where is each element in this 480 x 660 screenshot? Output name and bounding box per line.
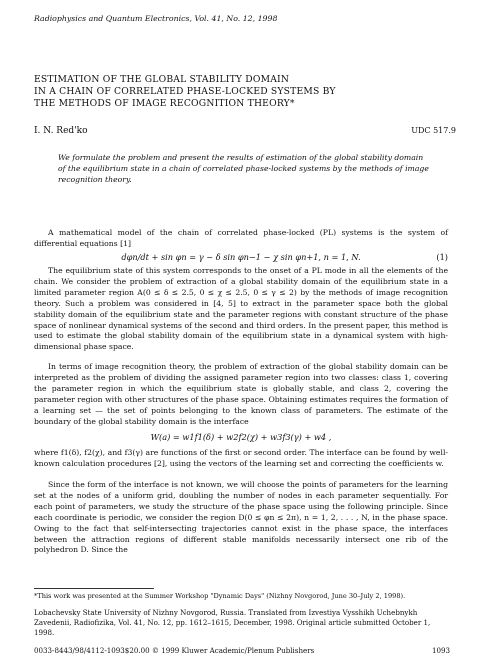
footnote-rule xyxy=(34,588,154,589)
title-line-2: IN A CHAIN OF CORRELATED PHASE-LOCKED SYSTEMS BY xyxy=(34,86,336,97)
page-number: 1093 xyxy=(431,646,450,655)
paragraph-1: A mathematical model of the chain of correlated phase-locked (PL) systems is the system of differential equations [1] xyxy=(34,228,448,248)
copyright-line: 0033-8443/98/4112-1093$20.00 © 1999 Kluwer Academic/Plenum Publishers xyxy=(34,646,315,655)
paragraph-3: In terms of image recognition theory, the problem of extraction of the global stability domain can be interpreted as the problem of dividing the assigned parameter region into two classes: class 1, covering the parameter region in which the equilibrium state is globally stable, and class 2, covering the parameter region with other structures of the phase space. Obtaining estimates requires the formation of a learning set — the set of points belonging to the known class of parameters. The estimate of the boundary of the global stability domain is the interface xyxy=(34,362,448,426)
paragraph-4: where f1(δ), f2(χ), and f3(γ) are functions of the first or second order. The interface can be found by well-known calculation procedures [2], using the vectors of the learning set and correcting the coefficients w. xyxy=(34,448,448,468)
udc-code: UDC 517.9 xyxy=(411,126,456,135)
paragraph-5: Since the form of the interface is not known, we will choose the points of parameters for the learning set at the nodes of a uniform grid, doubling the number of nodes in each parameter sequentially. For each point of parameters, we study the structure of the phase space using the following principle. Since each coordinate is periodic, we consider the region D(0 ≤ φn ≤ 2π), n = 1, 2, . . . , N, in the phase space. Owing to the fact that self-intersecting trajectories cannot exist in the phase space, the interfaces between the attraction regions of different stable manifolds necessarily intersect one rib of the polyhedron D. Since the xyxy=(34,480,448,555)
article-title xyxy=(34,74,434,110)
paragraph-2: The equilibrium state of this system corresponds to the onset of a PL mode in all the elements of the chain. We consider the problem of extraction of a global stability domain of the equilibrium state in a limited parameter region A(0 ≤ δ ≤ 2.5, 0 ≤ χ ≤ 2.5, 0 ≤ γ ≤ 2) by the methods of image recognition theory. Such a problem was considered in [4, 5] to extract in the parameter space both the global stability domain of the equilibrium state and the parameter regions with constant structure of the phase space of nonlinear dynamical systems of the second and third orders. In the present paper, this method is used to estimate the global stability domain of the equilibrium state in a dynamical system with high-dimensional phase space. xyxy=(34,266,448,352)
equation-1 xyxy=(34,252,448,262)
equation-2-text: W(a) = w1f1(δ) + w2f2(χ) + w3f3(γ) + w4 , xyxy=(150,432,332,442)
journal-header: Radiophysics and Quantum Electronics, Vol. 41, No. 12, 1998 xyxy=(34,14,278,23)
footnote: *This work was presented at the Summer Workshop "Dynamic Days" (Nizhny Novgorod, June 30–July 2, 1998). xyxy=(34,592,406,600)
title-line-3: THE METHODS OF IMAGE RECOGNITION THEORY* xyxy=(34,98,295,109)
abstract: We formulate the problem and present the results of estimation of the global stability domain of the equilibrium state in a chain of correlated phase-locked systems by the methods of image recognition theory. xyxy=(58,153,429,184)
author-name: I. N. Red'ko xyxy=(34,126,88,136)
equation-1-text: dφn/dt + sin φn = γ − δ sin φn−1 − χ sin φn+1, n = 1, N. xyxy=(121,252,361,262)
affiliation-note: Lobachevsky State University of Nizhny Novgorod, Russia. Translated from Izvestiya Vysshikh Uchebnykh Zavedenii, Radiofizika, Vol. 41, No. 12, pp. 1612–1615, December, 1998. Original article submitted October 1, 1998. xyxy=(34,608,431,637)
title-line-1: ESTIMATION OF THE GLOBAL STABILITY DOMAIN xyxy=(34,74,290,85)
equation-1-number: (1) xyxy=(436,252,448,262)
equation-2 xyxy=(34,432,448,442)
